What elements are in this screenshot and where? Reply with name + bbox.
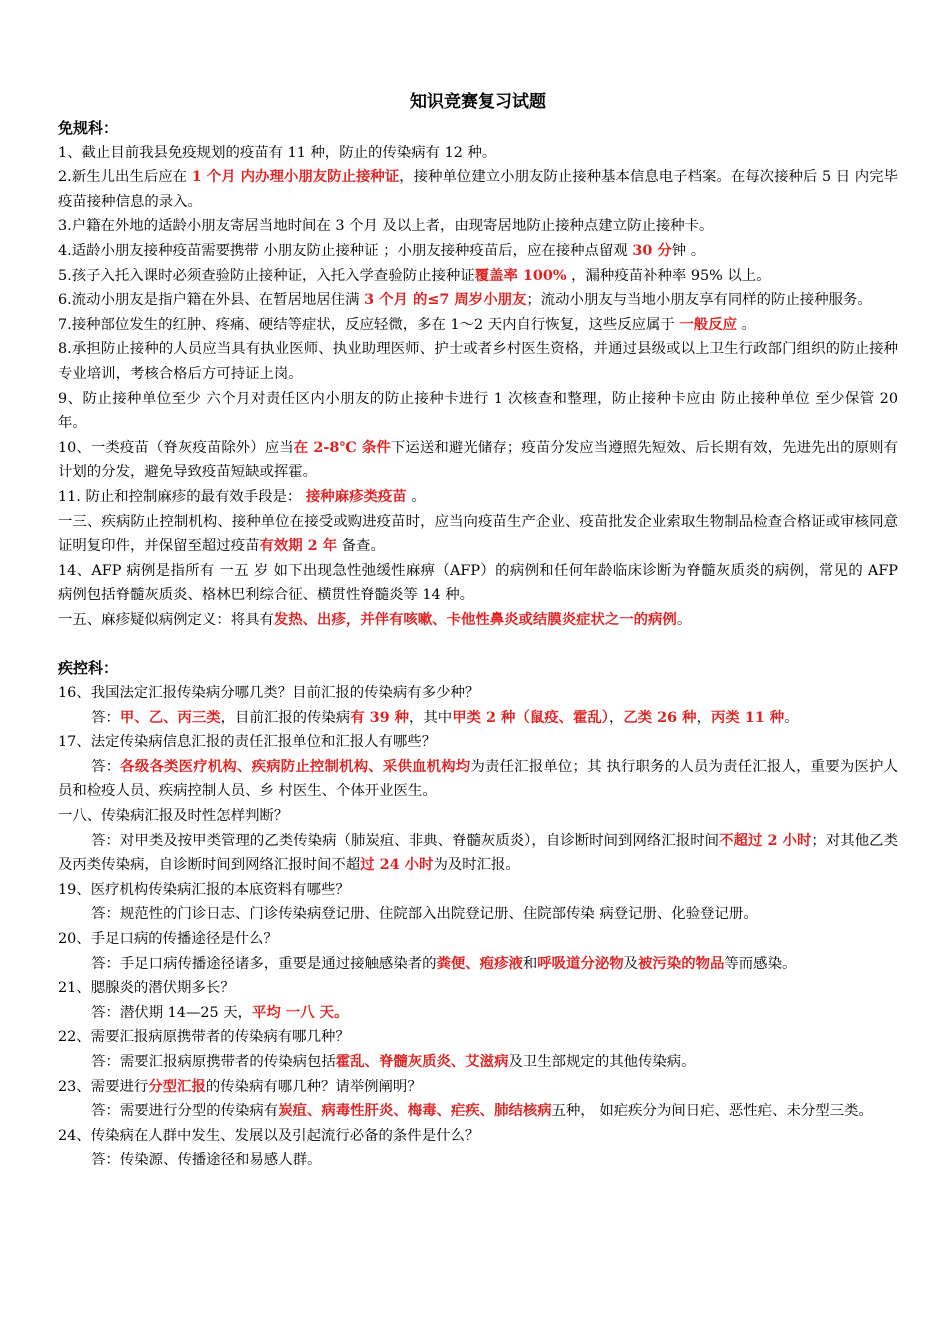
text-run: 。 <box>736 316 756 333</box>
text-run: 22、需要汇报病原携带者的传染病有哪几种？ <box>58 1029 350 1046</box>
document-body <box>58 116 898 1173</box>
highlighted-text: 接种麻疹类疫苗 <box>305 487 407 505</box>
text-run: 19、医疗机构传染病汇报的本底资料有哪些？ <box>58 881 350 898</box>
highlighted-text: 粪便、疱疹液 <box>436 954 523 972</box>
answer-paragraph <box>58 755 898 804</box>
text-run: 和 <box>522 955 538 972</box>
highlighted-text: 1 个月 内办理小朋友防止接种证 <box>191 168 400 186</box>
text-run: 等而感染。 <box>724 955 797 972</box>
question-paragraph <box>58 1124 898 1149</box>
text-run: 11. 防止和控制麻疹的最有效手段是： <box>58 488 306 505</box>
text-run: 20、手足口病的传播途径是什么？ <box>58 931 278 947</box>
highlighted-text: 有效期 2 年 <box>259 537 338 555</box>
question-paragraph <box>58 485 898 510</box>
highlighted-text: 覆盖率 100% <box>474 266 567 284</box>
question-paragraph <box>58 681 898 706</box>
text-run: 4.适龄小朋友接种疫苗需要携带 小朋友防止接种证 ；小朋友接种疫苗后，应在接种点留观 <box>58 242 633 259</box>
text-run: 10、一类疫苗（脊灰疫苗除外）应当 <box>58 439 294 456</box>
text-run: 6.流动小朋友是指户籍在外县、在暂居地居住满 <box>58 292 365 309</box>
question-paragraph <box>58 730 898 755</box>
answer-paragraph <box>58 1050 898 1075</box>
text-run: ，漏种疫苗补种率 95% 以上。 <box>566 267 771 284</box>
question-paragraph <box>58 214 898 239</box>
question-paragraph <box>58 165 898 214</box>
section-heading: 免规科： <box>58 119 119 137</box>
text-run: 一八、传染病汇报及时性怎样判断？ <box>58 808 289 825</box>
text-run: 5.孩子入托入课时必须查验防止接种证，入托入学查验防止接种证 <box>58 267 475 284</box>
text-run: 为及时汇报。 <box>433 857 520 874</box>
text-run: 9、防止接种单位至少 六个月对责任区内小朋友的防止接种卡进行 1 次核查和整理，防止接种卡应由 防止接种单位 至少保管 20 年。 <box>58 390 898 432</box>
question-paragraph <box>58 608 898 633</box>
question-paragraph <box>58 1075 898 1100</box>
answer-paragraph <box>58 902 898 927</box>
text-run: ；流动小朋友与当地小朋友享有同样的防止接种服务。 <box>526 292 872 309</box>
text-run: 钟 。 <box>671 242 706 259</box>
answer-paragraph <box>58 1099 898 1124</box>
highlighted-text: 分型汇报 <box>148 1077 206 1095</box>
text-run: 14、AFP 病例是指所有 一五 岁 如下出现急性弛缓性麻痹（AFP）的病例和任何年龄临床诊断为脊髓灰质炎的病例，常见的 AFP 病例包括脊髓灰质炎、格林巴利综合征、横贯性脊髓炎等 14 种。 <box>58 562 898 604</box>
text-run: 2.新生儿出生后应在 <box>58 169 192 186</box>
highlighted-text: 被污染的物品 <box>638 954 725 972</box>
text-run: 及 <box>623 955 639 972</box>
text-run: 8.承担防止接种的人员应当具有执业医师、执业助理医师、护士或者乡村医生资格，并通过县级或以上卫生行政部门组织的防止接种专业培训，考核合格后方可持证上岗。 <box>58 341 898 382</box>
text-run: 3.户籍在外地的适龄小朋友寄居当地时间在 3 个月 及以上者，由现寄居地防止接种点建立防止接种卡。 <box>58 218 714 235</box>
question-paragraph <box>58 387 898 436</box>
text-run: 1、截止目前我县免疫规划的疫苗有 11 种，防止的传染病有 12 种。 <box>58 144 497 161</box>
highlighted-text: 炭疽、病毒性肝炎、梅毒、疟疾、肺结核病 <box>278 1102 552 1120</box>
text-run: 。 <box>676 611 692 628</box>
question-paragraph <box>58 264 898 289</box>
section-heading: 疾控科： <box>58 659 119 678</box>
highlighted-text: 发热、出疹，并伴有咳嗽、卡他性鼻炎或结膜炎症状之一的病例 <box>273 610 677 628</box>
question-paragraph <box>58 559 898 608</box>
text-run: 答：需要进行分型的传染病有 <box>91 1103 279 1120</box>
question-paragraph <box>58 436 898 485</box>
text-run: ， <box>696 709 711 726</box>
text-run: ， <box>608 709 624 726</box>
text-run: 答： <box>91 709 120 726</box>
highlighted-text: 3 个月 的≤7 周岁小朋友 <box>364 291 527 309</box>
text-run: ，目前汇报的传染病 <box>220 709 351 726</box>
text-run: 7.接种部位发生的红肿、疼痛、硬结等症状，反应轻微，多在 1～2 天内自行恢复，这些反应属于 <box>58 316 680 333</box>
text-run: 答：手足口病传播途径诸多，重要是通过接触感染者的 <box>91 955 437 972</box>
text-run: 21、腮腺炎的潜伏期多长？ <box>58 980 235 997</box>
highlighted-text: 过 24 小时 <box>360 856 434 874</box>
question-paragraph <box>58 1025 898 1050</box>
text-run: ；对其他乙类及丙类传染病，自诊断时间到网络汇报时间不超 <box>58 832 898 874</box>
highlighted-text: 乙类 26 种 <box>623 708 697 726</box>
question-paragraph <box>58 141 898 166</box>
highlighted-text: 各级各类医疗机构、疾病防止控制机构、采供血机构均 <box>120 757 471 775</box>
answer-paragraph <box>58 952 898 977</box>
answer-paragraph <box>58 1001 898 1026</box>
text-run: 17、法定传染病信息汇报的责任汇报单位和汇报人有哪些？ <box>58 734 437 751</box>
highlighted-text: 在 2-8℃ 条件 <box>293 438 391 456</box>
text-run: ，其中 <box>409 709 453 726</box>
text-run: 一三、疾病防止控制机构、接种单位在接受或购进疫苗时，应当向疫苗生产企业、疫苗批发企业索取生物制品检查合格证或审核同意证明复印件，并保留至超过疫苗 <box>58 513 898 555</box>
question-paragraph <box>58 927 898 952</box>
question-paragraph <box>58 288 898 313</box>
text-run: 下运送和避光储存；疫苗分发应当遵照先短效、后长期有效，先进先出的原则有计划的分发，避免导致疫苗短缺或挥霍。 <box>58 439 898 481</box>
text-run: 。 <box>784 709 799 726</box>
question-paragraph <box>58 878 898 903</box>
text-run: 答：对甲类及按甲类管理的乙类传染病（肺炭疽、非典、脊髓灰质炎），自诊断时间到网络汇报时间 <box>91 832 720 849</box>
text-run: 答：需要汇报病原携带者的传染病包括 <box>91 1053 336 1070</box>
question-paragraph <box>58 804 898 829</box>
text-run: 及卫生部规定的其他传染病。 <box>508 1053 696 1070</box>
text-run: ，接种单位建立小朋友防止接种基本信息电子档案。在每次接种后 5 日 内完毕疫苗接种信息的录入。 <box>58 169 898 210</box>
question-paragraph <box>58 337 898 386</box>
answer-paragraph <box>58 829 898 878</box>
question-paragraph <box>58 313 898 338</box>
text-run: 五种， 如疟疾分为间日疟、恶性疟、未分型三类。 <box>551 1103 873 1120</box>
highlighted-text: 30 分 <box>632 241 672 259</box>
question-paragraph <box>58 976 898 1001</box>
section-spacer <box>58 632 898 656</box>
text-run: 23、需要进行 <box>58 1078 149 1095</box>
text-run: 答：规范性的门诊日志、门诊传染病登记册、住院部入出院登记册、住院部传染 病登记册、化验登记册。 <box>91 906 758 923</box>
question-paragraph <box>58 510 898 559</box>
answer-paragraph <box>58 1148 898 1173</box>
text-run: 16、我国法定汇报传染病分哪几类？目前汇报的传染病有多少种？ <box>58 685 480 702</box>
highlighted-text: 甲类 2 种（鼠疫、霍乱） <box>452 708 609 726</box>
text-run: 为责任汇报单位；其 执行职务的人员为责任汇报人，重要为医护人员和检疫人员、疾病控制人员、乡 村医生、个体开业医生。 <box>58 758 898 800</box>
question-paragraph <box>58 239 898 264</box>
page-title: 知识竞赛复习试题 <box>410 92 546 112</box>
text-run: 的传染病有哪几种？请举例阐明？ <box>205 1078 422 1095</box>
highlighted-text: 一般反应 <box>679 315 737 333</box>
highlighted-text: 不超过 2 小时 <box>719 831 812 849</box>
text-run: 答： <box>91 758 121 775</box>
highlighted-text: 甲、乙、丙三类 <box>119 708 221 726</box>
highlighted-text: 霍乱、脊髓灰质炎、艾滋病 <box>335 1052 509 1070</box>
highlighted-text: 平均 一八 天。 <box>252 1003 349 1021</box>
answer-paragraph <box>58 706 898 731</box>
text-run: 一五、麻疹疑似病例定义：将具有 <box>58 611 274 628</box>
text-run: 答：潜伏期 14—25 天， <box>91 1004 253 1021</box>
text-run: 备查。 <box>337 538 385 555</box>
text-run: 。 <box>406 488 426 505</box>
text-run: 答：传染源、传播途径和易感人群。 <box>91 1152 322 1169</box>
highlighted-text: 丙类 11 种 <box>710 708 785 726</box>
highlighted-text: 呼吸道分泌物 <box>537 954 624 972</box>
highlighted-text: 有 39 种 <box>350 708 410 726</box>
text-run: 24、传染病在人群中发生、发展以及引起流行必备的条件是什么？ <box>58 1127 480 1144</box>
